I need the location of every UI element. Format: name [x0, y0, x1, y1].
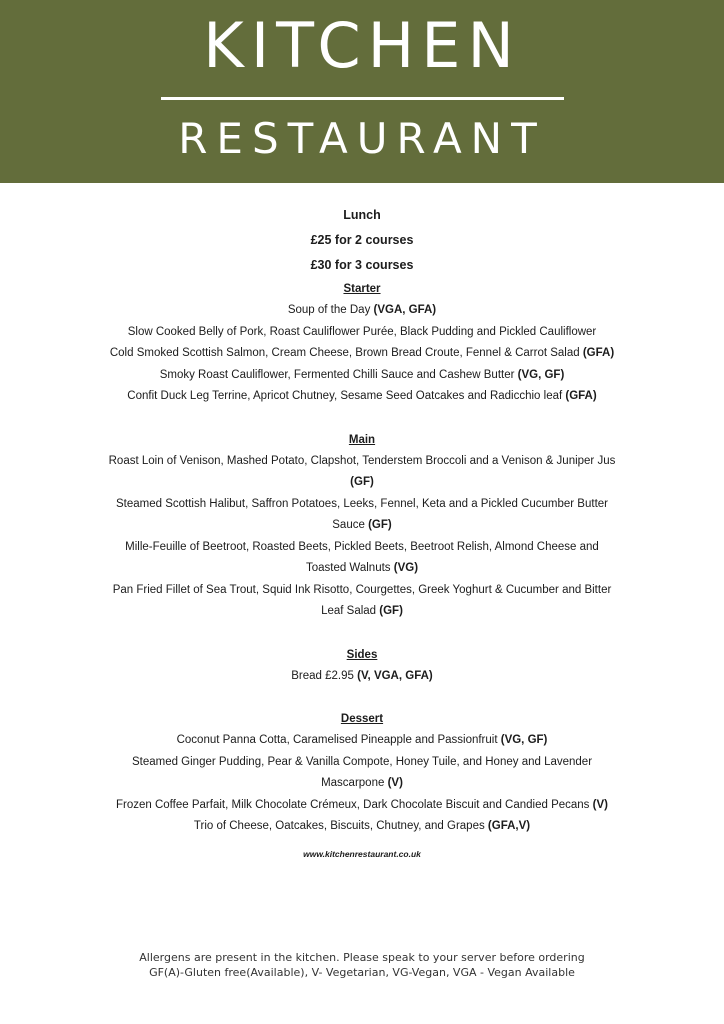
menu-item-continued	[0, 472, 724, 494]
diet-tag: (GF)	[350, 476, 374, 488]
allergen-key: GF(A)-Gluten free(Available), V- Vegetarian, VG-Vegan, VGA - Vegan Available	[149, 966, 575, 979]
menu-item: Steamed Ginger Pudding, Pear & Vanilla Compote, Honey Tuile, and Honey and Lavender	[131, 755, 593, 768]
allergen-footer	[0, 950, 724, 980]
menu-item-continued: Mascarpone (V)	[321, 777, 403, 789]
menu-item: Mille-Feuille of Beetroot, Roasted Beets, Pickled Beets, Beetroot Relish, Almond Cheese and	[125, 540, 599, 553]
price-three-courses: £30 for 3 courses	[310, 258, 414, 272]
diet-tag: (GF)	[368, 519, 392, 531]
diet-tag: (GF)	[379, 605, 403, 617]
section-heading-starter: Starter	[343, 283, 381, 295]
diet-tag: (V, VGA, GFA)	[357, 669, 433, 682]
diet-tag: (V)	[592, 798, 608, 811]
brand-title-restaurant: RESTAURANT	[178, 114, 546, 163]
menu-item-continued: Toasted Walnuts (VG)	[305, 562, 419, 574]
menu-item: Steamed Scottish Halibut, Saffron Potatoes, Leeks, Fennel, Keta and a Pickled Cucumber Butter	[115, 497, 608, 510]
brand-title-kitchen: KITCHEN	[203, 9, 521, 82]
diet-tag: (VGA, GFA)	[373, 304, 437, 316]
diet-tag: (VG, GF)	[517, 368, 565, 381]
menu-item: Cold Smoked Scottish Salmon, Cream Cheese, Brown Bread Croute, Fennel & Carrot Salad (GFA)	[109, 347, 615, 359]
section-heading-main: Main	[348, 433, 376, 446]
section-heading-sides: Sides	[346, 648, 378, 661]
menu-item: Smoky Roast Cauliflower, Fermented Chilli Sauce and Cashew Butter (VG, GF)	[159, 368, 565, 381]
section-heading-dessert: Dessert	[340, 713, 384, 725]
menu-item: Coconut Panna Cotta, Caramelised Pineapple and Passionfruit (VG, GF)	[176, 734, 548, 746]
diet-tag: (GFA)	[582, 347, 615, 359]
meal-title: Lunch	[343, 208, 381, 222]
menu-item: Frozen Coffee Parfait, Milk Chocolate Crémeux, Dark Chocolate Biscuit and Candied Pecans (V)	[116, 798, 608, 811]
menu-item: Confit Duck Leg Terrine, Apricot Chutney, Sesame Seed Oatcakes and Radicchio leaf (GFA)	[127, 390, 597, 402]
menu-item-continued: Leaf Salad (GF)	[321, 605, 403, 617]
menu-item: Bread £2.95 (V, VGA, GFA)	[291, 669, 433, 682]
allergen-notice: Allergens are present in the kitchen. Please speak to your server before ordering	[139, 951, 585, 964]
menu-item: Roast Loin of Venison, Mashed Potato, Clapshot, Tenderstem Broccoli and a Venison & Juniper Jus	[108, 454, 616, 467]
menu-body	[0, 203, 724, 838]
diet-tag: (GFA)	[565, 390, 597, 402]
header-banner	[0, 0, 724, 183]
price-two-courses: £25 for 2 courses	[310, 233, 414, 247]
menu-item: Slow Cooked Belly of Pork, Roast Cauliflower Purée, Black Pudding and Pickled Cauliflower	[127, 325, 597, 338]
website-link[interactable]: www.kitchenrestaurant.co.uk	[303, 849, 421, 859]
diet-tag: (V)	[387, 777, 403, 789]
menu-item: Soup of the Day (VGA, GFA)	[287, 304, 437, 316]
menu-item: Pan Fried Fillet of Sea Trout, Squid Ink Risotto, Courgettes, Greek Yoghurt & Cucumber and Bitter	[112, 583, 612, 596]
menu-item: Trio of Cheese, Oatcakes, Biscuits, Chutney, and Grapes (GFA,V)	[193, 820, 531, 832]
diet-tag: (VG, GF)	[500, 734, 548, 746]
brand-divider	[161, 97, 564, 100]
diet-tag: (VG)	[393, 562, 419, 574]
menu-item-continued: Sauce (GF)	[332, 519, 392, 531]
diet-tag: (GFA,V)	[487, 820, 531, 832]
